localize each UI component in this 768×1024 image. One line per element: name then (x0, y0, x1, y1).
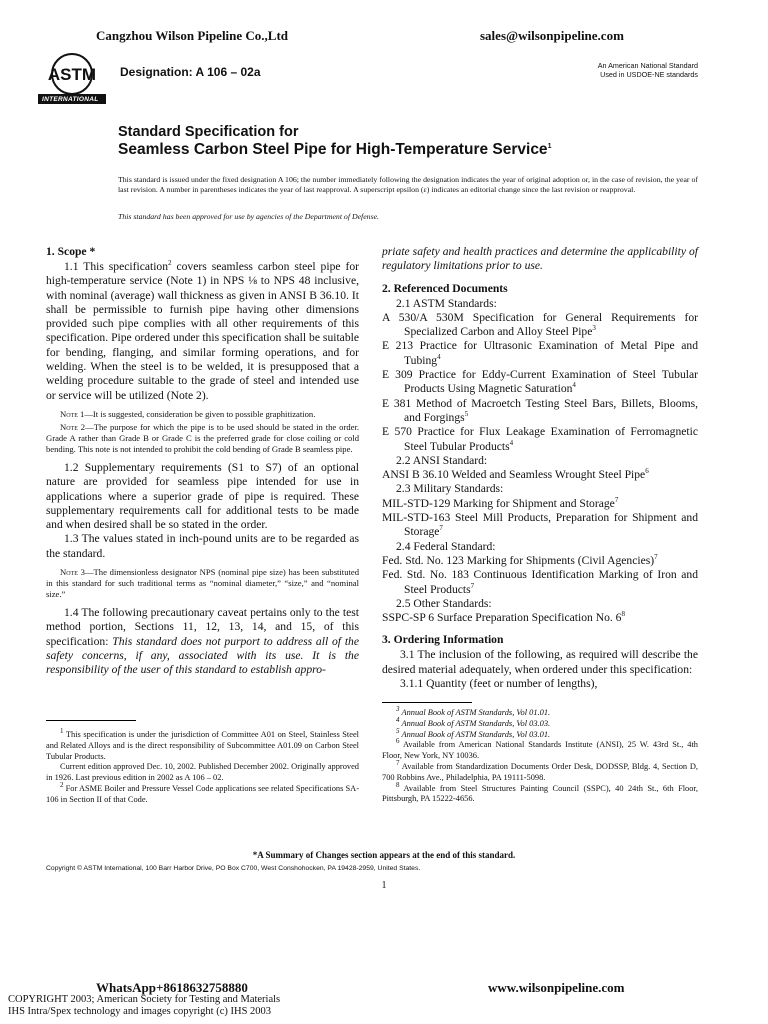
footnote-rule-right (382, 702, 472, 703)
note-2: Note 2—The purpose for which the pipe is to be used should be stated in the order. Grade A rather than Grade B or Grade C is the preferred grade for close coiling or cold bending. This note is not intended to prohibit the cold bending of Grade B seamless pipe. (46, 421, 359, 454)
standard-note (540, 62, 698, 79)
ref-mil163: MIL-STD-163 Steel Mill Products, Preparation for Shipment and Storage$^7$ (382, 511, 698, 539)
title-footnote-mark: 1 (547, 142, 552, 150)
logo-caption: INTERNATIONAL (42, 96, 99, 103)
sub-2-5: 2.5 Other Standards: (396, 596, 492, 610)
ref-fed123: Fed. Std. No. 123 Marking for Shipments (Civil Agencies)$^7$ (382, 553, 658, 567)
para-1-3: 1.3 The values stated in inch-pound units are to be regarded as the standard. (46, 532, 359, 560)
copyright-line2: IHS Intra/Spex technology and images copyright (c) IHS 2003 (8, 1006, 272, 1017)
footnote-8: $^8$ Available from Steel Structures Painting Council (SSPC), 40 24th St., 6th Floor, Pittsburgh, PA 15222-4656. (382, 780, 698, 804)
footnote-7: $^7$ Available from Standardization Documents Order Desk, DODSSP, Bldg. 4, Section D, 700 Robbins Ave., Philadelphia, PA 19111-5098. (382, 759, 698, 782)
scope-continued: priate safety and health practices and determine the applicability of regulatory limitations prior to use. (382, 245, 698, 273)
ref-a530: A 530/A 530M Specification for General Requirements for Specialized Carbon and Alloy Steel Pipe$^3$ (382, 310, 698, 339)
ref-e309: E 309 Practice for Eddy-Current Examination of Steel Tubular Products Using Magnetic Saturation$^4$ (382, 368, 698, 396)
right-column (382, 245, 698, 691)
footnote-rule-left (46, 720, 136, 721)
ref-ansi: ANSI B 36.10 Welded and Seamless Wrought Steel Pipe$^6$ (382, 467, 649, 482)
footnote-3: $^3$ Annual Book of ASTM Standards, Vol 01.01. (396, 705, 551, 717)
note-1: Note 1—It is suggested, consideration be given to possible graphitization. (60, 408, 316, 419)
para-3-1: 3.1 The inclusion of the following, as required will describe the desired material adequately, when ordered under this specification: (382, 648, 698, 676)
website-link[interactable]: www.wilsonpipeline.com (488, 980, 625, 995)
scope-heading: 1. Scope * (46, 245, 96, 258)
standard-note-line2: Used in USDOE-NE standards (600, 69, 698, 79)
right-footnotes (382, 705, 698, 805)
para-1-2: 1.2 Supplementary requirements (S1 to S7) of an optional nature are provided for seamless pipe intended for use in applications where a superior grade of pipe is required. These supplementary requirements call for additional tests to be made and when desired shall be so stated in the order. (46, 460, 359, 532)
astm-copyright: Copyright © ASTM International, 100 Barr Harbor Drive, PO Box C700, West Conshohocken, PA 19428-2959, United States. (46, 865, 421, 872)
sub-2-1: 2.1 ASTM Standards: (396, 296, 497, 310)
title-line2 (118, 141, 551, 159)
para-1-4: 1.4 The following precautionary caveat pertains only to the test method portion, Sections 11, 12, 13, 14, and 15, of this specification: This standard does not purport to address all of the safety concerns, if any, associated with its use. It is the responsibility of the user of this standard to establish appro- (46, 606, 359, 677)
para-1-1: 1.1 This specification$^2$ covers seamless carbon steel pipe for high-temperature service (Note 1) in NPS ⅛ to NPS 48 inclusive, with nominal (average) wall thickness as given in ANSI B 36.10. It shall be permissible to furnish pipe having other dimensions provided such pipe complies with all other requirements of this specification. Pipe ordered under this specification shall be suitable for bending, flanging, and similar forming operations, and for welding. When the steel is to be welded, it is presupposed that a welding procedure suitable to the grade of steel and intended use or service will be utilized (Note 2). (46, 259, 359, 402)
page-number: 1 (381, 880, 387, 891)
whatsapp-contact[interactable]: WhatsApp+8618632758880 (96, 980, 248, 995)
ref-e213: E 213 Practice for Ultrasonic Examination of Metal Pipe and Tubing$^4$ (382, 339, 698, 367)
ref-fed183: Fed. Std. No. 183 Continuous Identification Marking of Iron and Steel Products$^7$ (382, 568, 698, 596)
para-3-1-1: 3.1.1 Quantity (feet or number of lengths), (400, 677, 598, 691)
footnote-2: $^2$ For ASME Boiler and Pressure Vessel Code applications see related Specifications SA-106 in Section II of that Code. (46, 781, 359, 804)
footnote-1: $^1$ This specification is under the jurisdiction of Committee A01 on Steel, Stainless Steel and Related Alloys and is the direct responsibility of Subcommittee A01.09 on Carbon Steel Tubular Products. (46, 727, 359, 761)
note-3: Note 3—The dimensionless designator NPS (nominal pipe size) has been substituted in this standard for such traditional terms as “nominal diameter,” “size,” and “nominal size.” (46, 567, 359, 600)
ref-e570: E 570 Practice for Flux Leakage Examination of Ferromagnetic Steel Tubular Products$^4$ (382, 425, 698, 453)
footnote-6: $^6$ Available from American National Standards Institute (ANSI), 25 W. 43rd St., 4th Floor, New York, NY 10036. (382, 737, 698, 761)
left-column (46, 245, 359, 678)
copyright-footer (8, 994, 280, 1018)
summary-note: *A Summary of Changes section appears at the end of this standard. (252, 850, 516, 860)
ordering-heading: 3. Ordering Information (382, 633, 504, 647)
ref-sspc: SSPC-SP 6 Surface Preparation Specification No. $6^8$ (382, 610, 625, 625)
footnote-5: $^5$ Annual Book of ASTM Standards, Vol 03.01. (396, 726, 551, 739)
sub-2-3: 2.3 Military Standards: (396, 482, 504, 496)
company-name: Cangzhou Wilson Pipeline Co.,Ltd (96, 28, 289, 43)
ref-e381: E 381 Method of Macroetch Testing Steel Bars, Billets, Blooms, and Forgings$^5$ (382, 396, 698, 424)
designation: Designation: A 106 – 02a (120, 65, 261, 79)
issue-statement: This standard is issued under the fixed designation A 106; the number immediately following the designation indicates the year of original adoption or, in the case of revision, the year of last revision. A number in parentheses indicates the year of last reapproval. A superscript epsilon (ε) indicates an editorial change since the last revision or reapproval. (118, 175, 698, 194)
footnote-1-edition: Current edition approved Dec. 10, 2002. Published December 2002. Originally approved in 1926. Last previous edition in 2002 as A 106 – 02. (46, 762, 359, 783)
astm-logo (36, 50, 108, 106)
title-line1: Standard Specification for (118, 124, 299, 140)
svg-text:ASTM: ASTM (47, 65, 97, 84)
standard-note-line1: An American National Standard (597, 61, 698, 70)
sub-2-4: 2.4 Federal Standard: (396, 539, 496, 553)
refdocs-heading: 2. Referenced Documents (382, 281, 508, 295)
sub-2-2: 2.2 ANSI Standard: (396, 453, 488, 467)
company-email[interactable]: sales@wilsonpipeline.com (480, 28, 624, 43)
footnote-4: $^4$ Annual Book of ASTM Standards, Vol 03.03. (396, 716, 551, 728)
defense-statement: This standard has been approved for use by agencies of the Department of Defense. (118, 212, 380, 221)
ref-mil129: MIL-STD-129 Marking for Shipment and Storage$^7$ (382, 495, 619, 510)
copyright-line1: COPYRIGHT 2003; American Society for Testing and Materials (8, 994, 281, 1005)
title-text: Seamless Carbon Steel Pipe for High-Temperature Service (118, 141, 548, 158)
left-footnotes (46, 727, 359, 806)
